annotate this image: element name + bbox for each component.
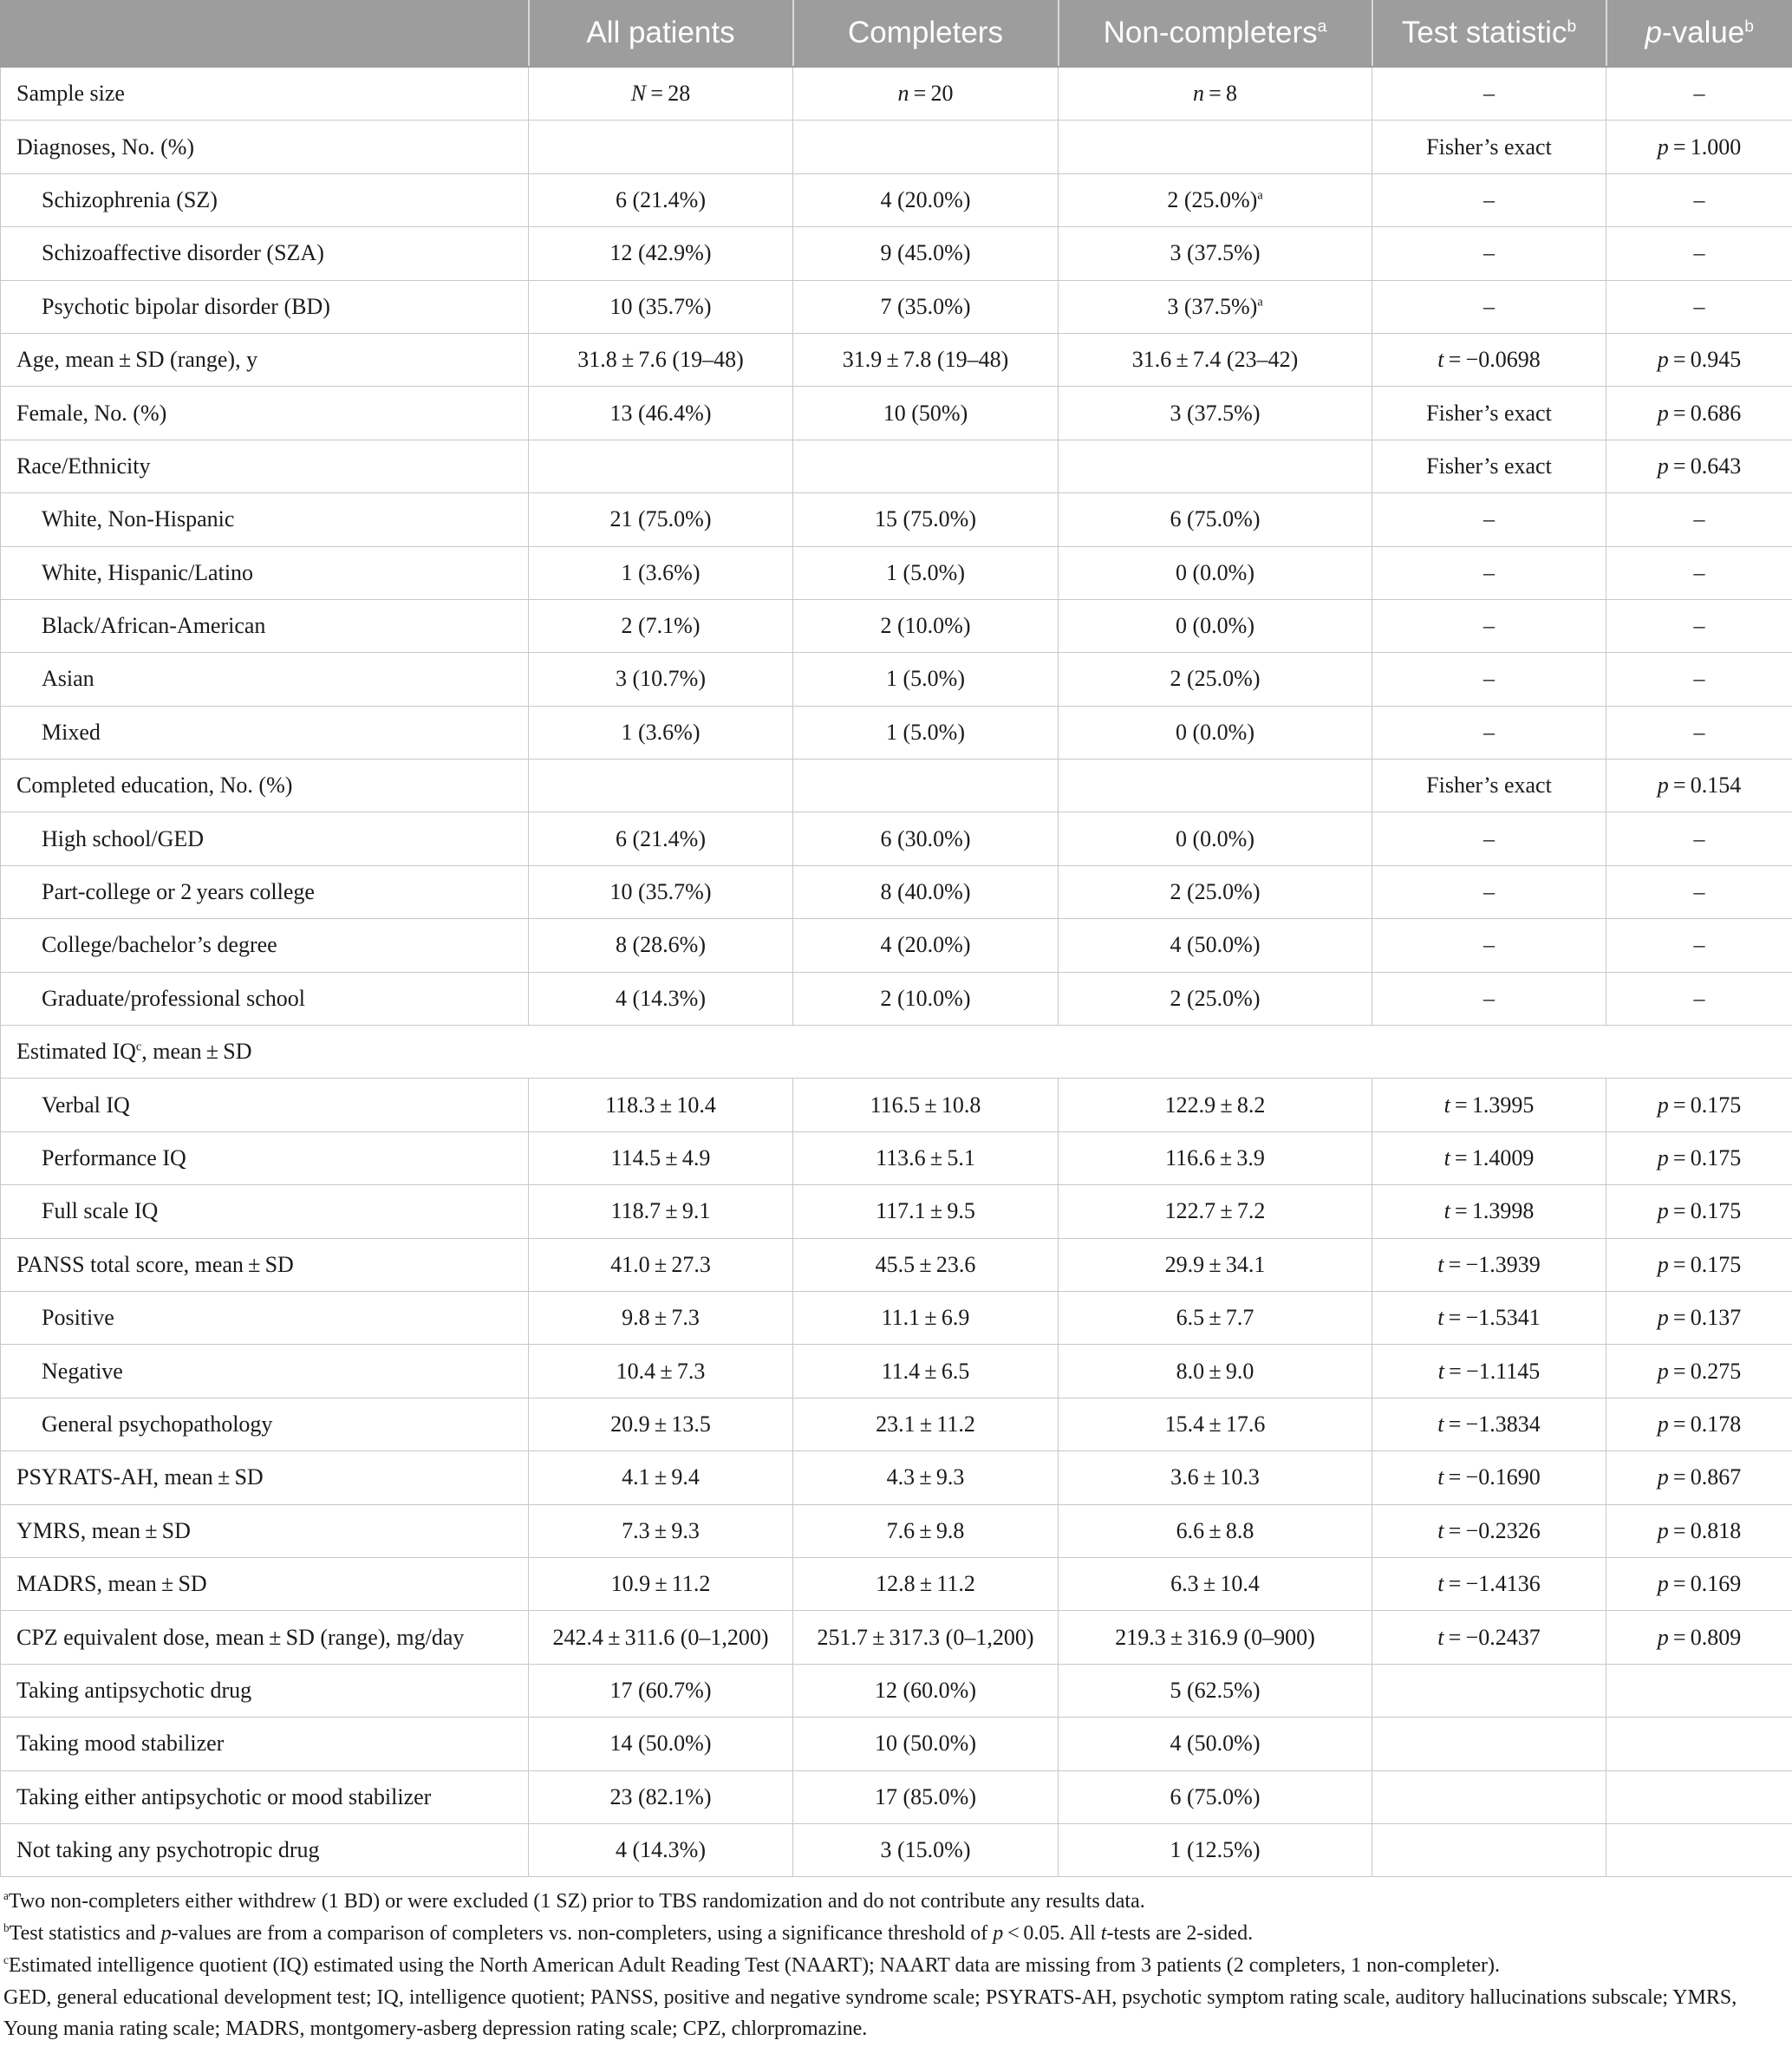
cell-test-statistic: t = 1.3998 — [1372, 1185, 1606, 1238]
row-label: YMRS, mean ± SD — [1, 1504, 529, 1557]
header-cell-non-completers: Non-completers$^a$ — [1059, 0, 1372, 67]
table-row — [1, 1185, 1792, 1238]
row-label: Estimated $IQ^c$, mean ± SD — [1, 1026, 529, 1079]
footnote: GED, general educational development test; IQ, intelligence quotient; PANSS, positive and negative syndrome scale; PSYRATS-AH, psychotic symptom rating scale, auditory hallucinations subscale; YMRS, Young mania rating scale; MADRS, montgomery-asberg depression rating scale; CPZ, chlorpromazine. — [3, 1985, 1737, 2041]
header-cell-p-value: p-value$^b$ — [1606, 0, 1792, 67]
cell-non-completers: 3.6 ± 10.3 — [1059, 1451, 1372, 1504]
cell-completers: 9 (45.0%) — [793, 227, 1059, 280]
row-label: Verbal IQ — [1, 1079, 529, 1131]
cell-completers: 2 (10.0%) — [793, 972, 1059, 1025]
cell-test-statistic: – — [1372, 812, 1606, 865]
cell-completers — [793, 759, 1059, 812]
cell-non-completers — [1059, 440, 1372, 492]
table-row — [1, 812, 1792, 865]
cell-completers: 7.6 ± 9.8 — [793, 1504, 1059, 1557]
cell-completers: 8 (40.0%) — [793, 865, 1059, 918]
cell-test-statistic: Fisher’s exact — [1372, 387, 1606, 440]
row-label: Diagnoses, No. (%) — [1, 121, 529, 173]
cell-test-statistic: – — [1372, 67, 1606, 121]
cell-all-patients: 21 (75.0%) — [529, 493, 793, 546]
cell-p-value: p = 0.643 — [1606, 440, 1792, 492]
table-row — [1, 493, 1792, 546]
cell-non-completers: 6 (75.0%) — [1059, 1770, 1372, 1823]
row-label: CPZ equivalent dose, mean ± SD (range), mg/day — [1, 1611, 529, 1664]
cell-non-completers: 5 (62.5%) — [1059, 1664, 1372, 1717]
row-label: Black/African-American — [1, 599, 529, 652]
cell-non-completers — [1059, 759, 1372, 812]
cell-completers: 1 (5.0%) — [793, 546, 1059, 599]
table-row — [1, 1238, 1792, 1291]
row-label: Not taking any psychotropic drug — [1, 1823, 529, 1876]
cell-non-completers: 122.9 ± 8.2 — [1059, 1079, 1372, 1131]
cell-completers: 6 (30.0%) — [793, 812, 1059, 865]
cell-all-patients: 242.4 ± 311.6 (0–1,200) — [529, 1611, 793, 1664]
cell-all-patients — [529, 121, 793, 173]
cell-test-statistic: t = −1.1145 — [1372, 1345, 1606, 1398]
cell-all-patients: 8 (28.6%) — [529, 919, 793, 972]
table-row — [1, 972, 1792, 1025]
cell-all-patients: 23 (82.1%) — [529, 1770, 793, 1823]
footnote: $^b$Test statistics and p-values are from a comparison of completers vs. non-completers, using a significance threshold of p < 0.05. All t-tests are 2-sided. — [3, 1921, 1254, 1946]
cell-p-value: p = 0.137 — [1606, 1291, 1792, 1344]
cell-non-completers: 219.3 ± 316.9 (0–900) — [1059, 1611, 1372, 1664]
footnote: $^a$Two non-completers either withdrew (1 BD) or were excluded (1 SZ) prior to TBS randomization and do not contribute any results data. — [3, 1889, 1145, 1913]
table-row — [1, 280, 1792, 333]
cell-completers: 45.5 ± 23.6 — [793, 1238, 1059, 1291]
row-label: Female, No. (%) — [1, 387, 529, 440]
cell-p-value: – — [1606, 599, 1792, 652]
table-row — [1, 1291, 1792, 1344]
row-label: Sample size — [1, 67, 529, 121]
cell-test-statistic: – — [1372, 173, 1606, 226]
cell-test-statistic: t = −1.4136 — [1372, 1557, 1606, 1610]
header-cell-label — [1, 0, 529, 67]
cell-all-patients: 9.8 ± 7.3 — [529, 1291, 793, 1344]
cell-all-patients: 6 (21.4%) — [529, 173, 793, 226]
cell-test-statistic: – — [1372, 865, 1606, 918]
table-row — [1, 1611, 1792, 1664]
row-label: PSYRATS-AH, mean ± SD — [1, 1451, 529, 1504]
cell-p-value: p = 0.275 — [1606, 1345, 1792, 1398]
cell-test-statistic: – — [1372, 972, 1606, 1025]
cell-test-statistic: – — [1372, 546, 1606, 599]
cell-all-patients: 4 (14.3%) — [529, 972, 793, 1025]
cell-test-statistic: – — [1372, 599, 1606, 652]
cell-all-patients: 10 (35.7%) — [529, 280, 793, 333]
cell-p-value: p = 0.175 — [1606, 1131, 1792, 1184]
cell-all-patients: 31.8 ± 7.6 (19–48) — [529, 333, 793, 386]
cell-test-statistic: Fisher’s exact — [1372, 121, 1606, 173]
cell-non-completers: 15.4 ± 17.6 — [1059, 1398, 1372, 1450]
cell-non-completers: 3 $(37.5\%)^a$ — [1059, 280, 1372, 333]
cell-p-value: – — [1606, 280, 1792, 333]
cell-all-patients: 10.4 ± 7.3 — [529, 1345, 793, 1398]
cell-completers: 12.8 ± 11.2 — [793, 1557, 1059, 1610]
cell-all-patients: 118.3 ± 10.4 — [529, 1079, 793, 1131]
cell-test-statistic: t = −1.3939 — [1372, 1238, 1606, 1291]
cell-p-value: – — [1606, 227, 1792, 280]
table-row — [1, 440, 1792, 492]
cell-test-statistic — [1372, 1770, 1606, 1823]
cell-p-value: p = 0.809 — [1606, 1611, 1792, 1664]
cell-p-value — [1606, 1718, 1792, 1770]
table-row — [1, 1079, 1792, 1131]
cell-non-completers: 3 (37.5%) — [1059, 387, 1372, 440]
row-label: Taking mood stabilizer — [1, 1718, 529, 1770]
table-row — [1, 1718, 1792, 1770]
cell-test-statistic: – — [1372, 280, 1606, 333]
row-label: White, Non-Hispanic — [1, 493, 529, 546]
row-label: PANSS total score, mean ± SD — [1, 1238, 529, 1291]
row-label: Asian — [1, 653, 529, 706]
cell-all-patients: 3 (10.7%) — [529, 653, 793, 706]
cell-completers: 17 (85.0%) — [793, 1770, 1059, 1823]
cell-all-patients: 4.1 ± 9.4 — [529, 1451, 793, 1504]
cell-p-value: p = 0.175 — [1606, 1185, 1792, 1238]
header-row — [1, 0, 1792, 67]
cell-p-value: p = 0.945 — [1606, 333, 1792, 386]
cell-p-value: p = 0.169 — [1606, 1557, 1792, 1610]
cell-all-patients — [529, 759, 793, 812]
cell-test-statistic: t = 1.4009 — [1372, 1131, 1606, 1184]
cell-non-completers: 4 (50.0%) — [1059, 919, 1372, 972]
table-row — [1, 1823, 1792, 1876]
cell-completers — [793, 121, 1059, 173]
cell-all-patients: 14 (50.0%) — [529, 1718, 793, 1770]
table-row — [1, 865, 1792, 918]
table-row — [1, 227, 1792, 280]
table-row — [1, 1026, 1792, 1079]
table-row — [1, 653, 1792, 706]
table-row — [1, 706, 1792, 759]
cell-non-completers: 0 (0.0%) — [1059, 706, 1372, 759]
cell-all-patients: N = 28 — [529, 67, 793, 121]
cell-test-statistic: t = −0.1690 — [1372, 1451, 1606, 1504]
cell-completers: 251.7 ± 317.3 (0–1,200) — [793, 1611, 1059, 1664]
cell-non-completers: 2 (25.0%) — [1059, 653, 1372, 706]
table-row — [1, 67, 1792, 121]
row-label: Completed education, No. (%) — [1, 759, 529, 812]
row-label: College/bachelor’s degree — [1, 919, 529, 972]
cell-completers: 12 (60.0%) — [793, 1664, 1059, 1717]
row-label: Part-college or 2 years college — [1, 865, 529, 918]
cell-all-patients: 2 (7.1%) — [529, 599, 793, 652]
cell-p-value: – — [1606, 812, 1792, 865]
table-row — [1, 1131, 1792, 1184]
table-row — [1, 1451, 1792, 1504]
cell-p-value: – — [1606, 706, 1792, 759]
cell-p-value: – — [1606, 653, 1792, 706]
cell-p-value: p = 0.178 — [1606, 1398, 1792, 1450]
cell-p-value: p = 1.000 — [1606, 121, 1792, 173]
row-label: Mixed — [1, 706, 529, 759]
table-row — [1, 121, 1792, 173]
row-label: Psychotic bipolar disorder (BD) — [1, 280, 529, 333]
cell-test-statistic: t = 1.3995 — [1372, 1079, 1606, 1131]
cell-completers: n = 20 — [793, 67, 1059, 121]
row-label: Full scale IQ — [1, 1185, 529, 1238]
cell-p-value: p = 0.154 — [1606, 759, 1792, 812]
cell-completers: 2 (10.0%) — [793, 599, 1059, 652]
cell-non-completers: 2 $(25.0\%)^a$ — [1059, 173, 1372, 226]
cell-p-value — [1606, 1664, 1792, 1717]
cell-completers: 113.6 ± 5.1 — [793, 1131, 1059, 1184]
cell-all-patients: 1 (3.6%) — [529, 546, 793, 599]
cell-all-patients — [529, 440, 793, 492]
cell-test-statistic: Fisher’s exact — [1372, 759, 1606, 812]
cell-all-patients: 4 (14.3%) — [529, 1823, 793, 1876]
cell-p-value: p = 0.818 — [1606, 1504, 1792, 1557]
cell-completers: 3 (15.0%) — [793, 1823, 1059, 1876]
header-cell-all-patients: All patients — [529, 0, 793, 67]
cell-p-value — [1606, 1770, 1792, 1823]
cell-non-completers: 2 (25.0%) — [1059, 972, 1372, 1025]
cell-non-completers: n = 8 — [1059, 67, 1372, 121]
row-label: Performance IQ — [1, 1131, 529, 1184]
cell-non-completers — [1059, 121, 1372, 173]
cell-test-statistic: t = −0.0698 — [1372, 333, 1606, 386]
cell-all-patients: 13 (46.4%) — [529, 387, 793, 440]
cell-completers: 23.1 ± 11.2 — [793, 1398, 1059, 1450]
row-label: Negative — [1, 1345, 529, 1398]
cell-p-value: – — [1606, 173, 1792, 226]
cell-all-patients: 114.5 ± 4.9 — [529, 1131, 793, 1184]
table-row — [1, 759, 1792, 812]
table-footnotes — [0, 1877, 1792, 2045]
cell-completers: 1 (5.0%) — [793, 706, 1059, 759]
table-row — [1, 1504, 1792, 1557]
cell-non-completers: 6.5 ± 7.7 — [1059, 1291, 1372, 1344]
cell-non-completers: 6.6 ± 8.8 — [1059, 1504, 1372, 1557]
cell-non-completers: 116.6 ± 3.9 — [1059, 1131, 1372, 1184]
cell-non-completers: 122.7 ± 7.2 — [1059, 1185, 1372, 1238]
cell-completers: 10 (50%) — [793, 387, 1059, 440]
cell-non-completers: 6.3 ± 10.4 — [1059, 1557, 1372, 1610]
cell-p-value: p = 0.175 — [1606, 1079, 1792, 1131]
cell-non-completers: 29.9 ± 34.1 — [1059, 1238, 1372, 1291]
table-row — [1, 387, 1792, 440]
cell-completers: 11.1 ± 6.9 — [793, 1291, 1059, 1344]
table-body — [1, 67, 1792, 1877]
table-row — [1, 173, 1792, 226]
cell-test-statistic — [1372, 1664, 1606, 1717]
row-label: Race/Ethnicity — [1, 440, 529, 492]
cell-all-patients: 1 (3.6%) — [529, 706, 793, 759]
cell-test-statistic: – — [1372, 493, 1606, 546]
cell-p-value: – — [1606, 972, 1792, 1025]
cell-completers: 1 (5.0%) — [793, 653, 1059, 706]
cell-completers: 7 (35.0%) — [793, 280, 1059, 333]
cell-non-completers: 6 (75.0%) — [1059, 493, 1372, 546]
row-label: Taking antipsychotic drug — [1, 1664, 529, 1717]
cell-non-completers: 2 (25.0%) — [1059, 865, 1372, 918]
cell-completers: 116.5 ± 10.8 — [793, 1079, 1059, 1131]
cell-completers — [793, 440, 1059, 492]
table-row — [1, 919, 1792, 972]
row-label: Graduate/professional school — [1, 972, 529, 1025]
cell-non-completers: 31.6 ± 7.4 (23–42) — [1059, 333, 1372, 386]
footnote: $^c$Estimated intelligence quotient (IQ) estimated using the North American Adult Reading Test (NAART); NAART data are missing from 3 patients (2 completers, 1 non-completer). — [3, 1952, 1501, 1977]
cell-completers: 117.1 ± 9.5 — [793, 1185, 1059, 1238]
cell-test-statistic — [1372, 1718, 1606, 1770]
row-label: General psychopathology — [1, 1398, 529, 1450]
cell-completers: 31.9 ± 7.8 (19–48) — [793, 333, 1059, 386]
cell-test-statistic: – — [1372, 653, 1606, 706]
cell-non-completers: 0 (0.0%) — [1059, 599, 1372, 652]
row-span-cell — [529, 1026, 1792, 1079]
cell-completers: 10 (50.0%) — [793, 1718, 1059, 1770]
cell-test-statistic: t = −1.5341 — [1372, 1291, 1606, 1344]
table-row — [1, 1345, 1792, 1398]
cell-all-patients: 41.0 ± 27.3 — [529, 1238, 793, 1291]
cell-all-patients: 7.3 ± 9.3 — [529, 1504, 793, 1557]
cell-non-completers: 0 (0.0%) — [1059, 546, 1372, 599]
row-label: Positive — [1, 1291, 529, 1344]
cell-test-statistic: t = −0.2437 — [1372, 1611, 1606, 1664]
cell-completers: 4.3 ± 9.3 — [793, 1451, 1059, 1504]
cell-p-value: – — [1606, 493, 1792, 546]
cell-all-patients: 10.9 ± 11.2 — [529, 1557, 793, 1610]
row-label: Schizoaffective disorder (SZA) — [1, 227, 529, 280]
cell-test-statistic: Fisher’s exact — [1372, 440, 1606, 492]
table-row — [1, 333, 1792, 386]
table-row — [1, 1770, 1792, 1823]
cell-non-completers: 3 (37.5%) — [1059, 227, 1372, 280]
header-cell-test-statistic: Test statistic$^b$ — [1372, 0, 1606, 67]
cell-p-value — [1606, 1823, 1792, 1876]
cell-all-patients: 17 (60.7%) — [529, 1664, 793, 1717]
table-row — [1, 1557, 1792, 1610]
cell-p-value: – — [1606, 546, 1792, 599]
cell-completers: 11.4 ± 6.5 — [793, 1345, 1059, 1398]
cell-test-statistic — [1372, 1823, 1606, 1876]
cell-test-statistic: t = −0.2326 — [1372, 1504, 1606, 1557]
cell-p-value: – — [1606, 919, 1792, 972]
cell-completers: 4 (20.0%) — [793, 173, 1059, 226]
cell-p-value: p = 0.867 — [1606, 1451, 1792, 1504]
cell-p-value: – — [1606, 67, 1792, 121]
cell-all-patients: 6 (21.4%) — [529, 812, 793, 865]
row-label: MADRS, mean ± SD — [1, 1557, 529, 1610]
cell-non-completers: 4 (50.0%) — [1059, 1718, 1372, 1770]
row-label: White, Hispanic/Latino — [1, 546, 529, 599]
cell-completers: 4 (20.0%) — [793, 919, 1059, 972]
cell-p-value: p = 0.686 — [1606, 387, 1792, 440]
cell-test-statistic: – — [1372, 919, 1606, 972]
row-label: Age, mean ± SD (range), y — [1, 333, 529, 386]
cell-completers: 15 (75.0%) — [793, 493, 1059, 546]
cell-all-patients: 20.9 ± 13.5 — [529, 1398, 793, 1450]
cell-non-completers: 1 (12.5%) — [1059, 1823, 1372, 1876]
row-label: High school/GED — [1, 812, 529, 865]
table-row — [1, 546, 1792, 599]
header-cell-completers: Completers — [793, 0, 1059, 67]
cell-test-statistic: – — [1372, 227, 1606, 280]
cell-test-statistic: – — [1372, 706, 1606, 759]
row-label: Schizophrenia (SZ) — [1, 173, 529, 226]
table-row — [1, 599, 1792, 652]
cell-non-completers: 0 (0.0%) — [1059, 812, 1372, 865]
cell-all-patients: 10 (35.7%) — [529, 865, 793, 918]
row-label: Taking either antipsychotic or mood stabilizer — [1, 1770, 529, 1823]
cell-non-completers: 8.0 ± 9.0 — [1059, 1345, 1372, 1398]
cell-test-statistic: t = −1.3834 — [1372, 1398, 1606, 1450]
cell-all-patients: 118.7 ± 9.1 — [529, 1185, 793, 1238]
cell-all-patients: 12 (42.9%) — [529, 227, 793, 280]
cell-p-value: p = 0.175 — [1606, 1238, 1792, 1291]
cell-p-value: – — [1606, 865, 1792, 918]
table-row — [1, 1664, 1792, 1717]
table-row — [1, 1398, 1792, 1450]
